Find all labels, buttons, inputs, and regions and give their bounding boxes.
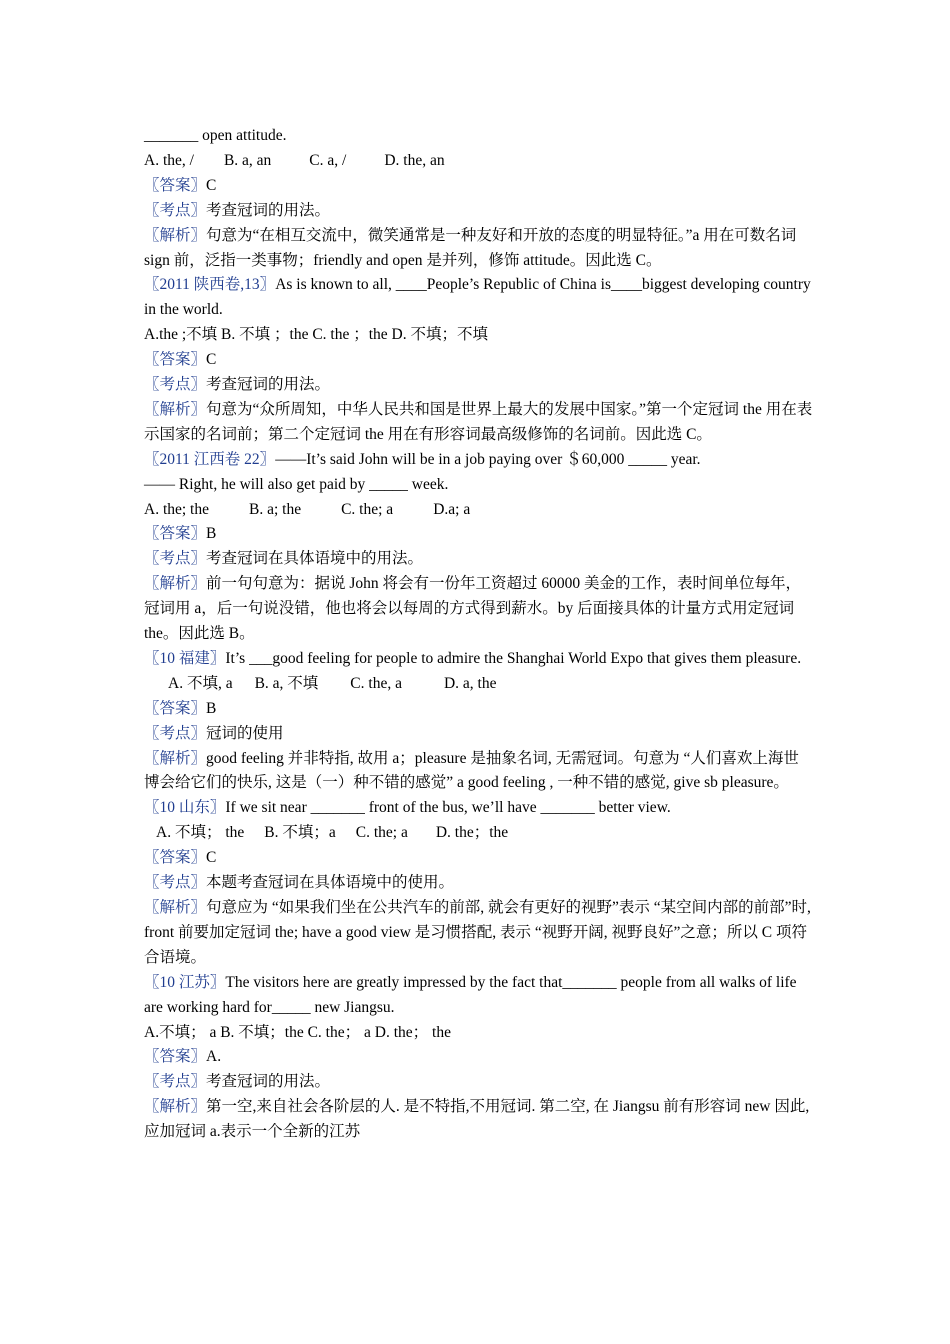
tagged-paragraph	[144, 348, 814, 373]
paragraph-text: ——It’s said John will be in a job paying over ＄60,000 _____ year.	[275, 450, 701, 468]
tagged-paragraph	[144, 224, 814, 274]
tagged-paragraph	[144, 871, 814, 896]
section-tag: 〖考点〗	[144, 1073, 207, 1091]
paragraph-text: good feeling 并非特指, 故用 a；pleasure 是抽象名词, 无需冠词。句意为 “人们喜欢上海世博会给它们的快乐, 这是（一）种不错的感觉” a good feeling , 一种不错的感觉, give sb pleasure。	[144, 749, 799, 792]
paragraph-text: 句意应为 “如果我们坐在公共汽车的前部, 就会有更好的视野”表示 “某空间内部的前部”时, front 前要加定冠词 the; have a good view 是习惯搭配, 表示 “视野开阔, 视野良好”之意；所以 C 项符合语境。	[144, 898, 811, 966]
option-item: D.a; a	[433, 500, 471, 518]
paragraph-text: A.	[206, 1048, 222, 1066]
text-line: _______ open attitude.	[144, 127, 287, 144]
answer-options	[144, 498, 814, 523]
tagged-paragraph	[144, 199, 814, 224]
paragraph-text: 考查冠词的用法。	[206, 201, 331, 219]
section-tag: 〖解析〗	[144, 749, 207, 767]
tagged-paragraph	[144, 846, 814, 871]
section-tag: 〖考点〗	[144, 201, 207, 219]
tagged-paragraph	[144, 971, 814, 1021]
tagged-paragraph	[144, 1070, 814, 1095]
paragraph-text: It’s ___good feeling for people to admire the Shanghai World Expo that gives them pleasure.	[225, 649, 802, 667]
option-item: C. the; a	[355, 824, 408, 842]
option-item: B. 不填；a	[264, 824, 336, 842]
tagged-paragraph	[144, 796, 814, 821]
paragraph-text: 句意为“众所周知，中华人民共和国是世界上最大的发展中国家。”第一个定冠词 the 用在表示国家的名词前；第二个定冠词 the 用在有形容词最高级修饰的名词前。因此选 C。	[144, 400, 813, 443]
tagged-paragraph	[144, 273, 814, 323]
text-line: A.不填； a B. 不填；the C. the； a D. the； the	[144, 1023, 451, 1041]
option-item: C. the, a	[350, 674, 402, 692]
section-tag: 〖考点〗	[144, 550, 207, 568]
tagged-paragraph	[144, 448, 814, 473]
tagged-paragraph	[144, 747, 814, 797]
section-tag: 〖解析〗	[144, 898, 207, 916]
paragraph-text: 冠词的使用	[206, 724, 284, 742]
tagged-paragraph	[144, 398, 814, 448]
paragraph-text: B	[206, 525, 217, 543]
section-tag: 〖2011 陕西卷,13〗	[144, 276, 276, 294]
paragraph-text: C	[206, 849, 217, 867]
section-tag: 〖答案〗	[144, 351, 207, 369]
paragraph-text: 本题考查冠词在具体语境中的使用。	[206, 874, 455, 892]
paragraph-text: 考查冠词的用法。	[206, 376, 331, 394]
option-item: C. a, /	[309, 151, 347, 169]
tagged-paragraph	[144, 522, 814, 547]
paragraph-text: 考查冠词在具体语境中的用法。	[206, 550, 424, 568]
option-item: B. a, an	[223, 151, 272, 169]
paragraph-text: B	[206, 699, 217, 717]
option-item: D. the, an	[384, 151, 445, 169]
tagged-paragraph	[144, 373, 814, 398]
section-tag: 〖解析〗	[144, 400, 207, 418]
paragraph-text: 考查冠词的用法。	[206, 1073, 331, 1091]
section-tag: 〖答案〗	[144, 699, 207, 717]
paragraph-text: If we sit near _______ front of the bus, we’ll have _______ better view.	[225, 799, 671, 817]
tagged-paragraph	[144, 572, 814, 647]
section-tag: 〖10 江苏〗	[144, 973, 226, 991]
paragraph-text: The visitors here are greatly impressed by the fact that_______ people from all walks of life are working hard for_____ new Jiangsu.	[144, 973, 797, 1016]
paragraph-text: 前一句句意为：据说 John 将会有一份年工资超过 60000 美金的工作，表时间单位每年，冠词用 a，后一句说没错，他也将会以每周的方式得到薪水。by 后面接具体的计量方式用定冠词 the。因此选 B。	[144, 575, 802, 643]
section-tag: 〖答案〗	[144, 1048, 207, 1066]
tagged-paragraph	[144, 174, 814, 199]
section-tag: 〖解析〗	[144, 226, 207, 244]
section-tag: 〖考点〗	[144, 874, 207, 892]
section-tag: 〖解析〗	[144, 1098, 207, 1116]
option-item: B. a, 不填	[254, 674, 319, 692]
document-page	[144, 124, 814, 1145]
section-tag: 〖2011 江西卷 22〗	[144, 450, 276, 468]
tagged-paragraph	[144, 1095, 814, 1145]
answer-options	[144, 149, 814, 174]
text-line: —— Right, he will also get paid by _____ week.	[144, 475, 449, 493]
paragraph-text: As is known to all, ____People’s Republic of China is____biggest developing country in the world.	[144, 276, 811, 319]
option-item: A. 不填； the	[156, 824, 245, 842]
section-tag: 〖答案〗	[144, 176, 207, 194]
tagged-paragraph	[144, 896, 814, 971]
paragraph-text: C	[206, 351, 217, 369]
paragraph-text: 句意为“在相互交流中，微笑通常是一种友好和开放的态度的明显特征。”a 用在可数名词 sign 前，泛指一类事物；friendly and open 是并列，修饰 attitude。因此选 C。	[144, 226, 797, 269]
section-tag: 〖解析〗	[144, 575, 207, 593]
tagged-paragraph	[144, 697, 814, 722]
section-tag: 〖答案〗	[144, 849, 207, 867]
section-tag: 〖10 福建〗	[144, 649, 226, 667]
option-item: D. the；the	[435, 824, 509, 842]
section-tag: 〖10 山东〗	[144, 799, 226, 817]
option-item: A. the; the	[144, 500, 209, 518]
paragraph-text: 第一空,来自社会各阶层的人. 是不特指,不用冠词. 第二空, 在 Jiangsu 前有形容词 new 因此,应加冠词 a.表示一个全新的江苏	[144, 1098, 810, 1141]
answer-options	[144, 672, 814, 697]
option-item: A. the, /	[144, 151, 194, 169]
option-item: D. a, the	[443, 674, 497, 692]
section-tag: 〖答案〗	[144, 525, 207, 543]
tagged-paragraph	[144, 1045, 814, 1070]
option-item: B. a; the	[249, 500, 302, 518]
section-tag: 〖考点〗	[144, 376, 207, 394]
option-item: A. 不填, a	[168, 674, 233, 692]
option-item: C. the; a	[341, 500, 394, 518]
paragraph-text: C	[206, 176, 217, 194]
tagged-paragraph	[144, 722, 814, 747]
section-tag: 〖考点〗	[144, 724, 207, 742]
answer-options	[144, 821, 814, 846]
tagged-paragraph	[144, 647, 814, 672]
text-line: A.the ;不填 B. 不填 ；the C. the ；the D. 不填；不填	[144, 326, 488, 344]
tagged-paragraph	[144, 547, 814, 572]
